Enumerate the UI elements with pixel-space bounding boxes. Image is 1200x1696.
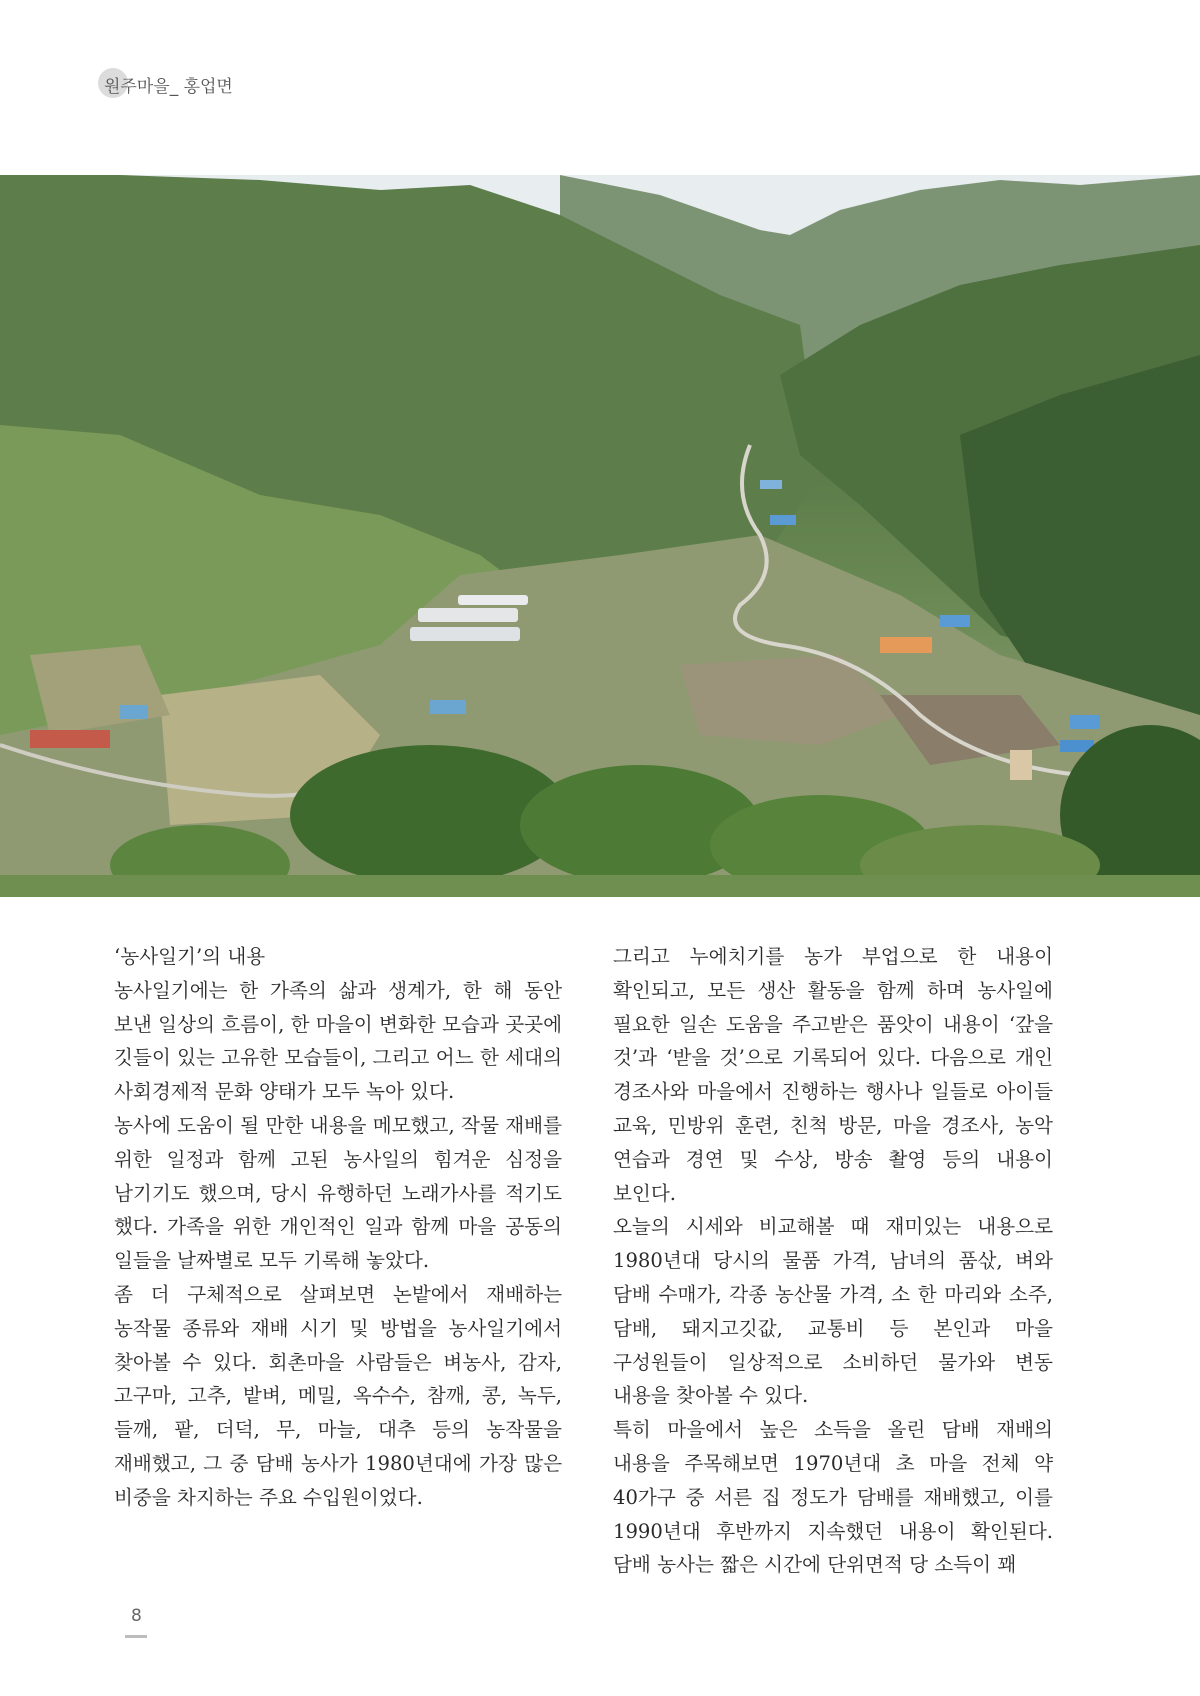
right-text-column [613,940,1053,1582]
page-number: 8 [131,1606,142,1626]
left-text-column [114,940,562,1515]
paragraph: 좀 더 구체적으로 살펴보면 논밭에서 재배하는 농작물 종류와 재배 시기 및 방법을 농사일기에서 찾아볼 수 있다. 회촌마을 사람들은 벼농사, 감자, 고구마, 고추, 밭벼, 메밀, 옥수수, 참깨, 콩, 녹두, 들깨, 팥, 더덕, 무, 마늘, 대추 등의 농작물을 재배했고, 그 중 담배 농사가 1980년대에 가장 많은 비중을 차지하는 주요 수입원이었다. [114,1282,562,1509]
section-heading: ‘농사일기’의 내용 [114,945,266,968]
paragraph: 농사에 도움이 될 만한 내용을 메모했고, 작물 재배를 위한 일정과 함께 고된 농사일의 힘겨운 심정을 남기기도 했으며, 당시 유행하던 노래가사를 적기도 했다. 가족을 위한 개인적인 일과 함께 마을 공동의 일들을 날짜별로 모두 기록해 놓았다. [114,1113,562,1273]
paragraph: 그리고 누에치기를 농가 부업으로 한 내용이 확인되고, 모든 생산 활동을 함께 하며 농사일에 필요한 일손 도움을 주고받은 품앗이 내용이 ‘갚을 것’과 ‘받을 것’으로 기록되어 있다. 다음으로 개인 경조사와 마을에서 진행하는 행사나 일들로 아이들 교육, 민방위 훈련, 친척 방문, 마을 경조사, 농악 연습과 경연 및 수상, 방송 촬영 등의 내용이 보인다. [613,945,1053,1205]
photo-illustration [0,175,1200,897]
paragraph: 농사일기에는 한 가족의 삶과 생계가, 한 해 동안 보낸 일상의 흐름이, 한 마을이 변화한 모습과 곳곳에 깃들이 있는 고유한 모습들이, 그리고 어느 한 세대의 사회경제적 문화 양태가 모두 녹아 있다. [114,978,562,1104]
village-valley-aerial-photo [0,175,1200,897]
running-header [96,64,233,104]
page-number-rule [125,1635,147,1638]
header-title: 원주마을_ 홍업면 [104,76,233,97]
paragraph: 오늘의 시세와 비교해볼 때 재미있는 내용으로 1980년대 당시의 물품 가격, 남녀의 품삯, 벼와 담배 수매가, 각종 농산물 가격, 소 한 마리와 소주, 담배, 돼지고깃값, 교통비 등 본인과 마을 구성원들이 일상적으로 소비하던 물가와 변동 내용을 찾아볼 수 있다. [613,1215,1053,1408]
paragraph: 특히 마을에서 높은 소득을 올린 담배 재배의 내용을 주목해보면 1970년대 초 마을 전체 약 40가구 중 서른 집 정도가 담배를 재배했고, 이를 1990년대 후반까지 지속했던 내용이 확인된다. 담배 농사는 짧은 시간에 단위면적 당 소득이 꽤 [613,1418,1053,1577]
